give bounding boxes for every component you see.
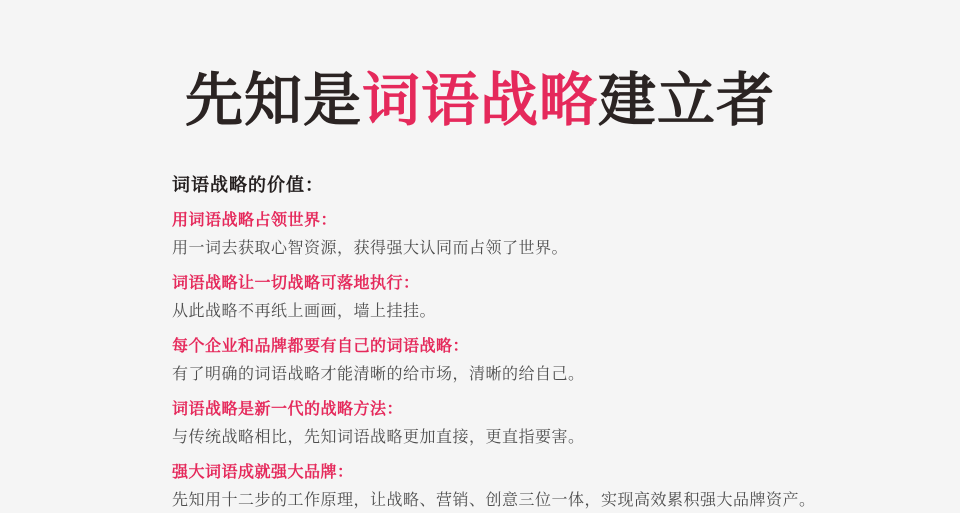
value-list [172,172,832,513]
section-body: 与传统战略相比，先知词语战略更加直接，更直指要害。 [172,428,585,446]
subtitle: 词语战略的价值： [172,174,324,195]
section-heading: 每个企业和品牌都要有自己的词语战略： [172,337,470,355]
page-title-suffix: 建立者 [598,67,776,133]
section-body: 从此战略不再纸上画画，墙上挂挂。 [172,302,437,320]
page-title-prefix: 先知是 [184,67,362,133]
section-heading: 词语战略是新一代的战略方法： [172,400,404,418]
value-section-1 [172,210,832,261]
value-section-2 [172,273,832,324]
section-heading: 词语战略让一切战略可落地执行： [172,274,420,292]
value-section-4 [172,399,832,450]
section-body: 有了明确的词语战略才能清晰的给市场，清晰的给自己。 [172,365,585,383]
section-body: 先知用十二步的工作原理，让战略、营销、创意三位一体，实现高效累积强大品牌资产。 [172,491,816,509]
value-section-5 [172,462,832,513]
value-section-3 [172,336,832,387]
page-title-highlight: 词语战略 [361,67,598,133]
page-title [0,39,960,133]
section-heading: 强大词语成就强大品牌： [172,463,354,481]
section-body: 用一词去获取心智资源，获得强大认同而占领了世界。 [172,239,569,257]
section-heading: 用词语战略占领世界： [172,211,338,229]
